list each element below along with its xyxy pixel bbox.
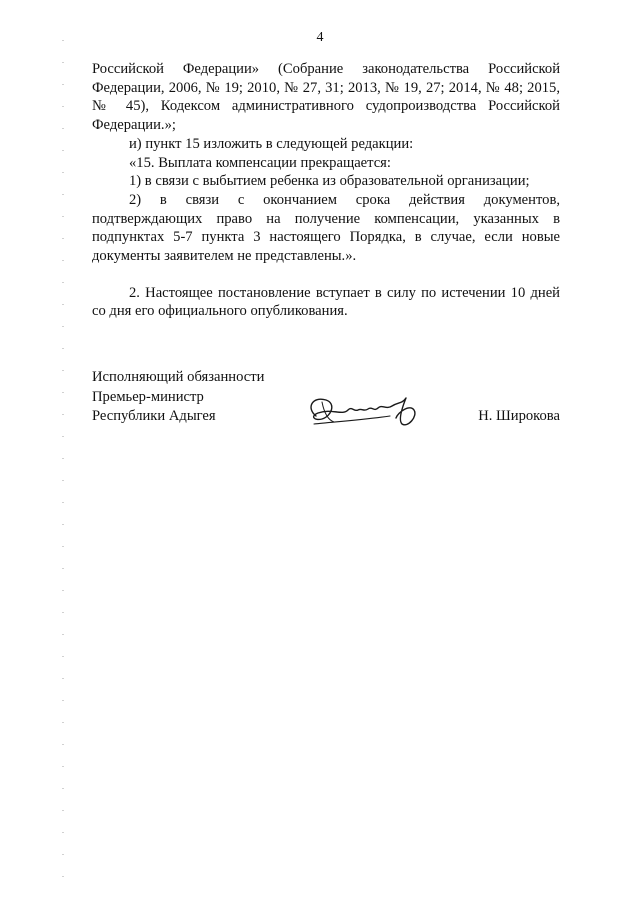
signatory-title-line: Исполняющий обязанности — [92, 369, 265, 385]
page-number: 4 — [316, 30, 324, 45]
paragraph-effective-date: 2. Настоящее постановление вступает в силу по истечении 10 дней со дня его официального опубликования. — [92, 284, 560, 320]
paragraph-continuation: Российской Федерации» (Собрание законодательства Российской Федерации, 2006, № 19; 2010, № 27, 31; 2013, № 19, 27; 2014, № 48; 2015, № 45), Кодексом административного судопроизводства Российской Федерации.»; — [92, 61, 560, 134]
paragraph-spacer — [92, 266, 560, 284]
paragraph-subitem-1: 1) в связи с выбытием ребенка из образовательной организации; — [129, 173, 530, 190]
scan-margin-marks — [62, 40, 64, 880]
paragraph-subitem-2: 2) в связи с окончанием срока действия документов, подтверждающих право на получение компенсации, указанных в подпунктах 5-7 пункта 3 настоящего Порядка, в случае, если новые документы заявителем не представлены.». — [92, 191, 560, 265]
signatory-title-line: Премьер-министр — [92, 388, 204, 405]
document-body — [92, 60, 560, 321]
handwritten-signature — [302, 386, 432, 438]
paragraph-item-i: и) пункт 15 изложить в следующей редакции: — [129, 135, 414, 152]
paragraph-clause-15: «15. Выплата компенсации прекращается: — [129, 154, 391, 171]
signatory-title-line: Республики Адыгея — [92, 408, 216, 424]
signatory-name: Н. Широкова — [478, 408, 560, 424]
signature-block — [92, 368, 560, 427]
